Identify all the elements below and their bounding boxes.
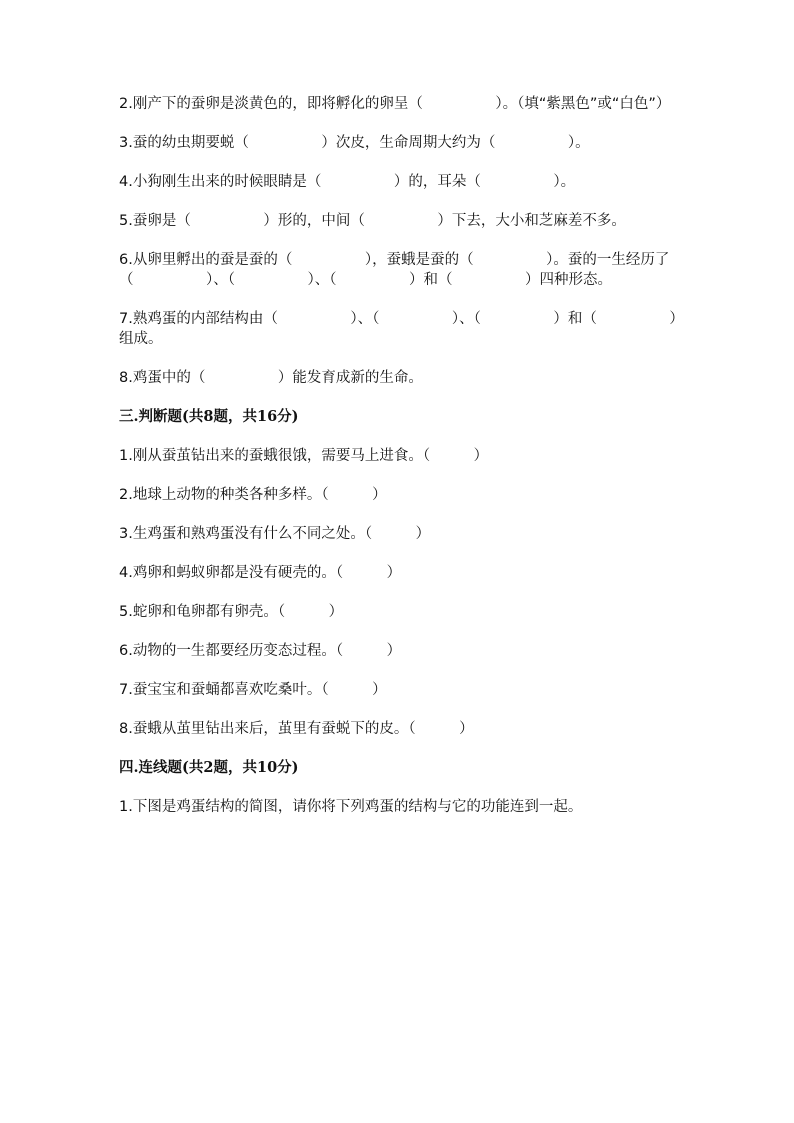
fill-blank-question-8: 8.鸡蛋中的（ ）能发育成新的生命。 bbox=[119, 370, 423, 386]
judge-question-5: 5.蛇卵和龟卵都有卵壳。（ ） bbox=[119, 604, 344, 620]
fill-blank-question-7: 7.熟鸡蛋的内部结构由（ ）、（ ）、（ ）和（ ）组成。 bbox=[119, 311, 677, 347]
judge-question-1: 1.刚从蚕茧钻出来的蚕蛾很饿，需要马上进食。（ ） bbox=[119, 448, 489, 464]
judge-question-7: 7.蚕宝宝和蚕蛹都喜欢吃桑叶。（ ） bbox=[119, 682, 387, 698]
matching-section bbox=[119, 758, 679, 817]
judge-question-3: 3.生鸡蛋和熟鸡蛋没有什么不同之处。（ ） bbox=[119, 526, 431, 542]
matching-section-heading: 四.连线题(共2题，共10分) bbox=[119, 759, 299, 776]
fill-blank-question-6: 6.从卵里孵出的蚕是蚕的（ ），蚕蛾是蚕的（ ）。蚕的一生经历了（ ）、（ ）、（ ）和（ ）四种形态。 bbox=[119, 252, 670, 288]
judge-question-8: 8.蚕蛾从茧里钻出来后，茧里有蚕蜕下的皮。（ ） bbox=[119, 721, 474, 737]
worksheet-page bbox=[119, 94, 679, 817]
fill-blank-section bbox=[119, 94, 679, 388]
fill-blank-question-3: 3.蚕的幼虫期要蜕（ ）次皮，生命周期大约为（ ）。 bbox=[119, 135, 590, 151]
fill-blank-question-2: 2.刚产下的蚕卵是淡黄色的，即将孵化的卵呈（ ）。（填“紫黑色”或“白色”） bbox=[119, 96, 671, 112]
judge-section-heading: 三.判断题(共8题，共16分) bbox=[119, 408, 299, 425]
judge-question-4: 4.鸡卵和蚂蚁卵都是没有硬壳的。（ ） bbox=[119, 565, 402, 581]
judge-section bbox=[119, 407, 679, 739]
fill-blank-question-5: 5.蚕卵是（ ）形的，中间（ ）下去，大小和芝麻差不多。 bbox=[119, 213, 626, 229]
judge-question-2: 2.地球上动物的种类各种多样。（ ） bbox=[119, 487, 387, 503]
fill-blank-question-4: 4.小狗刚生出来的时候眼睛是（ ）的，耳朵（ ）。 bbox=[119, 174, 576, 190]
judge-question-6: 6.动物的一生都要经历变态过程。（ ） bbox=[119, 643, 402, 659]
matching-question-1: 1.下图是鸡蛋结构的简图，请你将下列鸡蛋的结构与它的功能连到一起。 bbox=[119, 799, 583, 815]
